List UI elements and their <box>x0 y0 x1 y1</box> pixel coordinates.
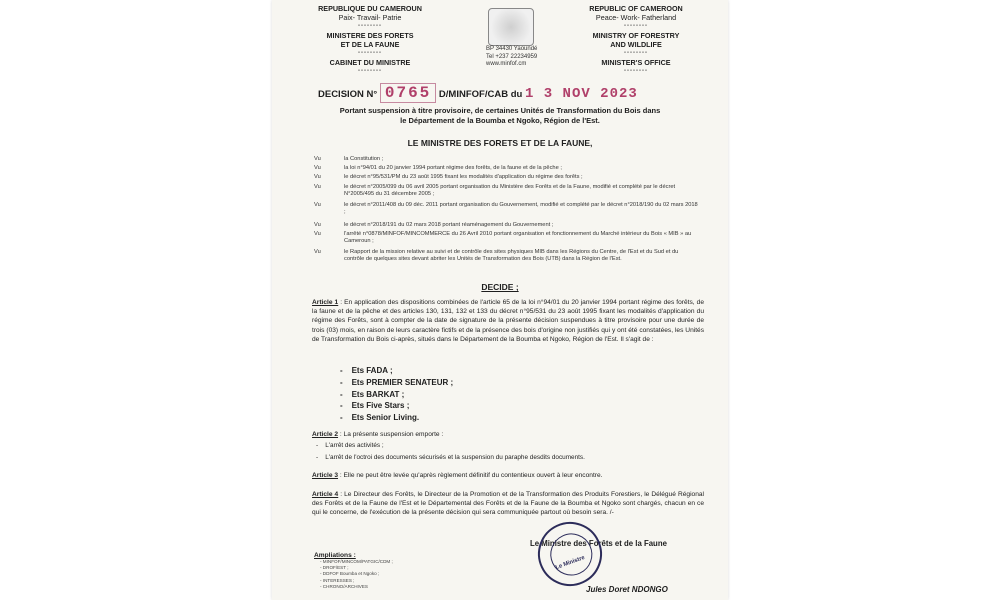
entity-list <box>340 365 540 424</box>
ministry-en-line1: MINISTRY OF FORESTRY <box>592 31 680 40</box>
decision-subject <box>300 106 700 126</box>
ampliations-list <box>320 559 393 590</box>
article-2-items <box>316 441 696 462</box>
header-right <box>566 4 706 76</box>
decision-number-stamp: 0765 <box>380 83 436 103</box>
entity-item: - Ets FADA ; <box>340 366 393 375</box>
motto-en: Peace- Work- Fatherland <box>595 13 677 22</box>
phone: Tel +237 22234959 <box>486 53 538 60</box>
decide-heading: DECIDE ; <box>481 282 519 292</box>
list-item: - L'arrêt des activités ; <box>316 442 384 449</box>
divider: -------- <box>624 50 648 56</box>
country-fr: REPUBLIQUE DU CAMEROUN <box>318 4 422 13</box>
entity-item: - Ets Five Stars ; <box>340 401 410 411</box>
divider: -------- <box>358 50 382 56</box>
decision-date-stamp: 1 3 NOV 2023 <box>524 86 638 102</box>
decision-suffix: D/MINFOF/CAB du <box>438 89 523 100</box>
article-4 <box>312 490 704 518</box>
list-item: - DROF/EST ; <box>320 565 349 571</box>
ministry-fr-line2: ET DE LA FAUNE <box>340 40 400 49</box>
article-4-text: : Le Directeur des Forêts, le Directeur de la Promotion et de la Transformation des Produits Forestiers, le Délégué Régional des Forêts et de la Faune de l'Est et le Départemental des Forêts et de la Faune de la Boumba et Ngoko sont chargés, chacun en ce qui le concerne, de l'exécution de la présente décision qui sera communiquée partout où besoin sera. /- <box>312 491 704 517</box>
article-4-label: Article 4 <box>312 491 339 498</box>
article-3-label: Article 3 <box>312 472 339 479</box>
divider: -------- <box>624 68 648 74</box>
office-fr: CABINET DU MINISTRE <box>329 58 411 67</box>
entity-item: - Ets PREMIER SENATEUR ; <box>340 377 454 387</box>
ampliations-label: Ampliations : <box>314 552 356 559</box>
article-3-text: : Elle ne peut être levée qu'après règlement définitif du contentieux ouvert à leur encontre. <box>338 472 603 479</box>
entity-item: - Ets BARKAT ; <box>340 389 405 399</box>
list-item: - CHRONO/ARCHIVES <box>320 583 368 589</box>
list-item: - INTERESSES ; <box>320 577 355 583</box>
office-en: MINISTER'S OFFICE <box>601 58 671 67</box>
divider: -------- <box>358 68 382 74</box>
entity-item: - Ets Senior Living. <box>340 413 420 423</box>
list-item: - DDFOF Boumba et Ngoko ; <box>320 571 380 577</box>
header-center <box>486 46 566 69</box>
article-1-text: : En application des dispositions combinées de l'article 65 de la loi n°94/01 du 20 janvier 1994 portant régime des forêts, de la faune et de la pêche et des articles 130, 131, 132 et 133 du décret n°95/531 du 23 août 1995 fixant les modalités d'application du régime des Forêts, sont à compter de la date de signature de la présente décision suspendues à titre provisoire pour une durée de trois (03) mois, en raison de leurs caractère fictifs et de la présence des bois d'origine non justifiés qui y ont été constatées, les Unités de Transformation du Bois ci-après, situés dans le Département de la Boumba et Ngoko, Région de l'Est. Il s'agit de : <box>312 299 704 343</box>
article-1 <box>312 298 704 344</box>
subject-line1: Portant suspension à titre provisoire, de certaines Unités de Transformation du Bois dans <box>339 106 661 115</box>
ampliations <box>314 552 393 590</box>
article-2-label: Article 2 <box>312 431 339 438</box>
ministry-en-line2: AND WILDLIFE <box>610 40 662 49</box>
decision-line <box>318 84 638 102</box>
signatory-name: Jules Doret NDONGO <box>586 585 668 594</box>
website: www.minfof.cm <box>486 61 527 67</box>
article-3 <box>312 471 704 480</box>
list-item: - MINFOF/MINCOM/PATGIC/CDM ; <box>320 559 393 564</box>
subject-line2: le Département de la Boumba et Ngoko, Région de l'Est. <box>400 116 600 125</box>
country-en: REPUBLIC OF CAMEROON <box>589 4 683 13</box>
article-1-label: Article 1 <box>312 299 339 306</box>
divider: -------- <box>624 23 648 29</box>
stamp-label: Le Ministre <box>554 554 586 572</box>
article-2-text: : La présente suspension emporte : <box>338 431 444 438</box>
motto-fr: Paix- Travail- Patrie <box>338 13 402 22</box>
ministry-seal-icon <box>488 8 534 46</box>
header-left <box>300 4 440 76</box>
ministry-fr-line1: MINISTERE DES FORETS <box>326 31 414 40</box>
minister-title: LE MINISTRE DES FORETS ET DE LA FAUNE, <box>407 138 593 148</box>
decision-prefix: DECISION N° <box>318 89 378 100</box>
signatory-title: Le Ministre des Forêts et de la Faune <box>530 539 667 548</box>
list-item: - L'arrêt de l'octroi des documents sécurisés et la suspension du paraphe desdits documents. <box>316 454 585 461</box>
divider: -------- <box>358 23 382 29</box>
address: BP 34430 Yaoundé <box>486 46 538 52</box>
article-2 <box>312 430 704 439</box>
